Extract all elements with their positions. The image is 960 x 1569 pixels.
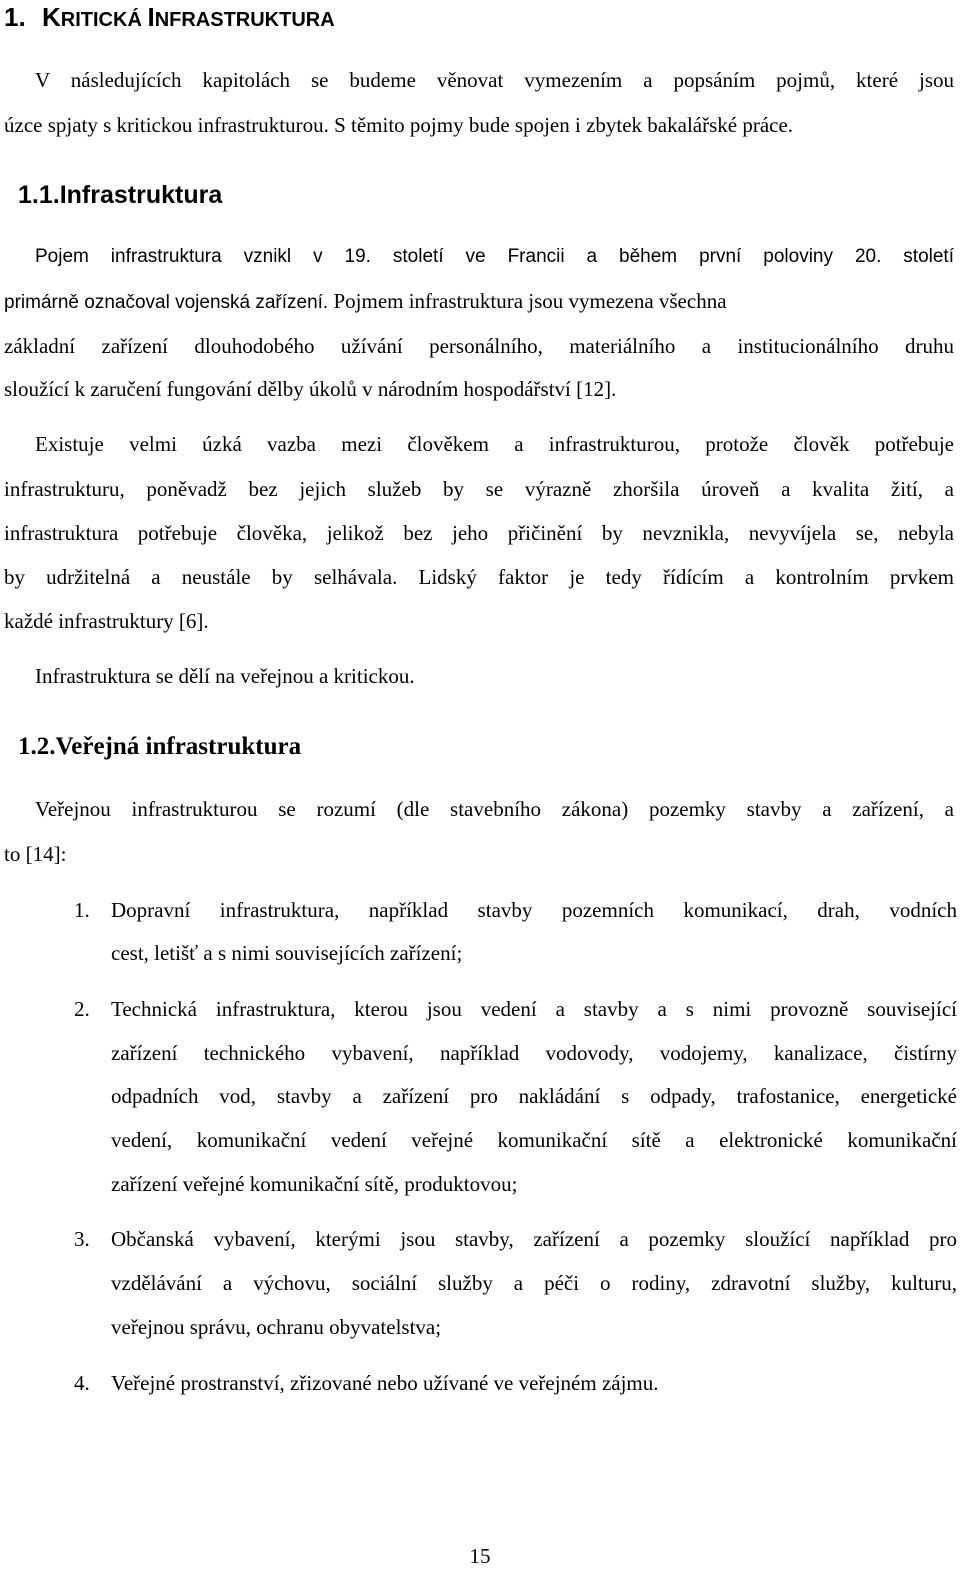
list-item-number: 3.: [74, 1227, 90, 1251]
para2-line-4: by udržitelná a neustále by selhávala. Lidský faktor je tedy řídícím a kontrolním prvkem: [4, 565, 954, 589]
section-heading-1-2: [18, 732, 301, 762]
list-item-line: vzdělávání a výchovu, sociální služby a péči o rodiny, zdravotní služby, kulturu,: [111, 1271, 957, 1295]
intro-line-2: úzce spjaty s kritickou infrastrukturou. S těmito pojmy bude spojen i zbytek bakalářské práce.: [4, 113, 794, 137]
para1-line-4: sloužící k zaručení fungování dělby úkolů v národním hospodářství [12].: [4, 377, 617, 401]
list-item-line: veřejnou správu, ochranu obyvatelstva;: [111, 1315, 442, 1339]
list-item-line: cest, letišť a s nimi souvisejících zařízení;: [111, 941, 463, 965]
section-1-2-intro-line-2: to [14]:: [4, 842, 67, 866]
section-title: Veřejná infrastruktura: [55, 733, 302, 760]
para3: Infrastruktura se dělí na veřejnou a kritickou.: [35, 664, 415, 688]
list-item-number: 2.: [74, 997, 90, 1021]
para2-line-2: infrastrukturu, poněvadž bez jejich služeb by se výrazně zhoršila úroveň a kvalita žití, a: [4, 477, 954, 501]
list-item-line: Občanská vybavení, kterými jsou stavby, zařízení a pozemky sloužící například pro: [111, 1227, 957, 1251]
section-number: 1.1.: [18, 181, 60, 209]
intro-line-1: V následujících kapitolách se budeme věnovat vymezením a popsáním pojmů, které jsou: [35, 68, 954, 92]
list-item-number: 1.: [74, 898, 90, 922]
para1-line-1: Pojem infrastruktura vznikl v 19. století ve Francii a během první poloviny 20. století: [35, 246, 954, 267]
para1-line-2-serif: Pojmem infrastruktura jsou vymezena všechna: [328, 289, 727, 313]
chapter-title-cap-2: I: [147, 2, 155, 32]
para1-line-3: základní zařízení dlouhodobého užívání personálního, materiálního a institucionálního druhu: [4, 334, 954, 358]
section-1-2-intro-line-1: Veřejnou infrastrukturou se rozumí (dle stavebního zákona) pozemky stavby a zařízení, a: [35, 797, 954, 821]
para1-line-2-sans: primárně označoval vojenská zařízení.: [4, 292, 329, 313]
chapter-title-cap-1: K: [42, 2, 61, 32]
section-title: Infrastruktura: [59, 181, 223, 209]
list-item-line: zařízení technického vybavení, například vodovody, vodojemy, kanalizace, čistírny: [111, 1041, 957, 1065]
para2-line-1: Existuje velmi úzká vazba mezi člověkem a infrastrukturou, protože člověk potřebuje: [35, 432, 954, 456]
para2-line-3: infrastruktura potřebuje člověka, jelikož bez jeho přičinění by nevznikla, nevyvíjela se, nebyla: [4, 521, 954, 545]
chapter-title-rest-1: RITICKÁ: [60, 9, 148, 31]
page-number: 15: [469, 1544, 491, 1568]
list-item-line: zařízení veřejné komunikační sítě, produktovou;: [111, 1172, 518, 1196]
chapter-title-rest-2: NFRASTRUKTURA: [154, 9, 335, 31]
para1-line-2: [4, 288, 954, 316]
list-item-number: 4.: [74, 1371, 90, 1395]
list-item-line: odpadních vod, stavby a zařízení pro nakládání s odpady, trafostanice, energetické: [111, 1084, 957, 1108]
list-item-line: vedení, komunikační vedení veřejné komunikační sítě a elektronické komunikační: [111, 1128, 957, 1152]
section-number: 1.2.: [18, 733, 56, 760]
chapter-heading: [4, 2, 335, 35]
section-heading-1-1: [18, 180, 222, 210]
chapter-number: 1.: [4, 2, 26, 32]
list-item-line: Veřejné prostranství, zřizované nebo užívané ve veřejném zájmu.: [111, 1371, 659, 1395]
list-item-line: Dopravní infrastruktura, například stavby pozemních komunikací, drah, vodních: [111, 898, 957, 922]
list-item-line: Technická infrastruktura, kterou jsou vedení a stavby a s nimi provozně související: [111, 997, 957, 1021]
para2-line-5: každé infrastruktury [6].: [4, 609, 209, 633]
